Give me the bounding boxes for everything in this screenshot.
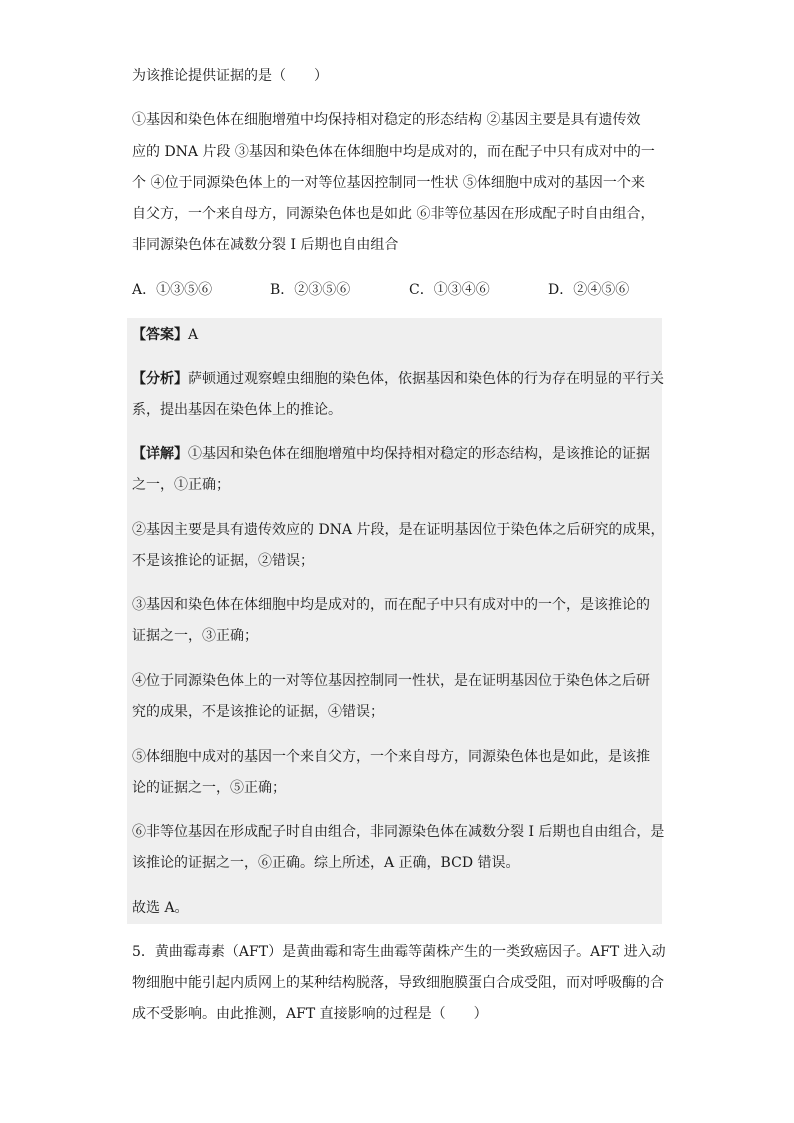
question4-statement-line: 自父方，一个来自母方，同源染色体也是如此 ⑥非等位基因在形成配子时自由组合， (132, 206, 655, 222)
detail-text: 不是该推论的证据，②错误； (132, 553, 314, 569)
detail-text: ⑥非等位基因在形成配子时自由组合，非同源染色体在减数分裂 I 后期也自由组合，是 (132, 824, 665, 840)
option-a: A．①③⑤⑥ (132, 282, 213, 298)
option-b: B．②③⑤⑥ (270, 282, 351, 298)
question5-line: 5．黄曲霉毒素（AFT）是黄曲霉和寄生曲霉等菌株产生的一类致癌因子。AFT 进入动 (132, 944, 666, 960)
detail-line (132, 444, 650, 464)
conclusion-text: 故选 A。 (132, 900, 189, 916)
detail-text: 论的证据之一，⑤正确； (132, 780, 286, 796)
detail-tag: 【详解】 (132, 446, 188, 462)
question4-statement-line: 非同源染色体在减数分裂 I 后期也自由组合 (132, 237, 399, 253)
question5-line: 物细胞中能引起内质网上的某种结构脱落，导致细胞膜蛋白合成受阻，而对呼吸酶的合 (132, 975, 664, 991)
question5-line: 成不受影响。由此推测，AFT 直接影响的过程是（ ） (132, 1006, 488, 1022)
analysis-text: 系，提出基因在染色体上的推论。 (132, 402, 342, 418)
question4-statement-line: 应的 DNA 片段 ③基因和染色体在体细胞中均是成对的，而在配子中只有成对中的一 (132, 144, 655, 160)
question4-statement-line: 个 ④位于同源染色体上的一对等位基因控制同一性状 ⑤体细胞中成对的基因一个来 (132, 175, 645, 191)
answer-value: A (188, 327, 199, 343)
option-d: D．②④⑤⑥ (548, 282, 630, 298)
answer-tag: 【答案】 (132, 327, 188, 343)
detail-text: 证据之一，③正确； (132, 628, 258, 644)
detail-text: 究的成果，不是该推论的证据，④错误； (132, 704, 384, 720)
analysis-text: 萨顿通过观察蝗虫细胞的染色体，依据基因和染色体的行为存在明显的平行关 (188, 371, 664, 387)
detail-text: ③基因和染色体在体细胞中均是成对的，而在配子中只有成对中的一个，是该推论的 (132, 597, 650, 613)
analysis-line (132, 369, 664, 389)
option-c: C．①③④⑥ (409, 282, 490, 298)
detail-text: ②基因主要是具有遗传效应的 DNA 片段，是在证明基因位于染色体之后研究的成果， (132, 522, 665, 538)
detail-text: 该推论的证据之一，⑥正确。综上所述，A 正确，BCD 错误。 (132, 855, 520, 871)
detail-text: ⑤体细胞中成对的基因一个来自父方，一个来自母方，同源染色体也是如此，是该推 (132, 749, 650, 765)
detail-text: ④位于同源染色体上的一对等位基因控制同一性状，是在证明基因位于染色体之后研 (132, 673, 650, 689)
question4-stem: 为该推论提供证据的是（ ） (132, 68, 328, 84)
detail-text: ①基因和染色体在细胞增殖中均保持相对稳定的形态结构，是该推论的证据 (188, 446, 650, 462)
question4-statement-line: ①基因和染色体在细胞增殖中均保持相对稳定的形态结构 ②基因主要是具有遗传效 (132, 112, 641, 128)
analysis-tag: 【分析】 (132, 371, 188, 387)
answer-line (132, 325, 198, 345)
detail-text: 之一，①正确； (132, 477, 230, 493)
